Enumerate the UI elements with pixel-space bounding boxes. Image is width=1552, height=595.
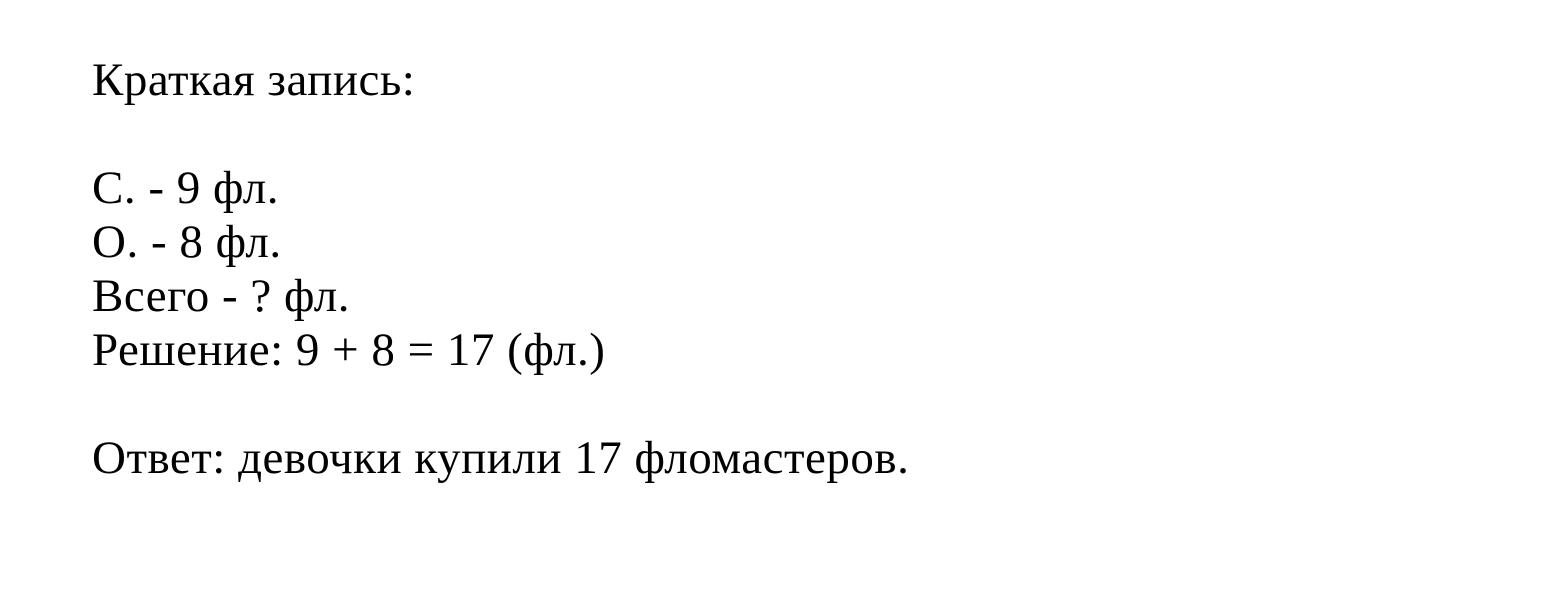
document-page: [92, 53, 1472, 485]
condition-line-o: О. - 8 фл.: [92, 216, 282, 268]
condition-line-total: Всего - ? фл.: [92, 270, 351, 322]
solution-line: Решение: 9 + 8 = 17 (фл.): [92, 324, 606, 376]
condition-line-s: С. - 9 фл.: [92, 162, 279, 214]
answer-line: Ответ: девочки купили 17 фломастеров.: [92, 432, 910, 484]
blank-line: [92, 377, 1472, 431]
blank-line: [92, 107, 1472, 161]
short-note-heading: Краткая запись:: [92, 54, 416, 106]
